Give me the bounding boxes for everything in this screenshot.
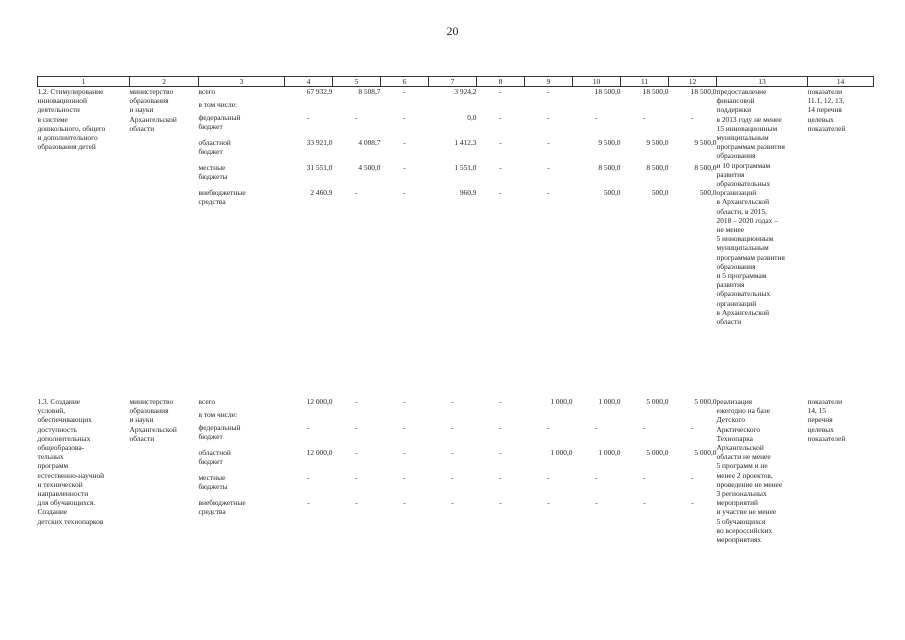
value-cell: -	[307, 473, 310, 482]
header-cell: 12	[669, 77, 717, 87]
value-cell: -	[547, 498, 550, 507]
header-cell: 11	[621, 77, 669, 87]
header-cell: 9	[525, 77, 573, 87]
expected-result: предоставление финансовой поддержки в 2013 году не менее 15 инновационным муниципальным программам развития образования и 10 программам развития образовательных организаций в Архангельской области, в 2015, 2018 – 2020 годах – не менее 5 инновационным муниципальным программам развития образования и 5 программам развития образовательных организаций в Архангельской области	[716, 87, 785, 327]
indicators: показатели 14, 15 перечня целевых показателей	[807, 397, 846, 443]
header-cell: 7	[429, 77, 477, 87]
value-cell: -	[691, 113, 694, 122]
value-cell: -	[499, 138, 502, 147]
funding-source: местные бюджеты	[198, 473, 228, 492]
value-cell: 1 000,0	[598, 448, 621, 457]
value-cell: 3 924,2	[454, 87, 477, 96]
header-cell: 13	[717, 77, 808, 87]
value-cell: -	[691, 423, 694, 432]
value-cell: -	[403, 397, 406, 406]
value-cell: -	[355, 188, 358, 197]
value-cell: 18 500,0	[642, 87, 669, 96]
funding-source: местные бюджеты	[198, 163, 228, 182]
value-cell: 33 921,0	[306, 138, 333, 147]
value-cell: -	[547, 163, 550, 172]
value-cell: -	[403, 138, 406, 147]
value-cell: -	[547, 87, 550, 96]
funding-source: федеральный бюджет	[198, 423, 241, 442]
value-cell: 67 932,9	[306, 87, 333, 96]
value-cell: -	[355, 397, 358, 406]
measure-name: 1.3. Создание условий, обеспечивающих доступность дополнительных общеобразова- тельных программ естественно-научной и технической направленности для обучающихся. Создание детских технопарков	[37, 397, 105, 526]
value-cell: -	[403, 87, 406, 96]
value-cell: 500,0	[603, 188, 621, 197]
header-cell: 4	[285, 77, 333, 87]
value-cell: -	[691, 473, 694, 482]
value-cell: -	[355, 423, 358, 432]
measure-name: 1.2. Стимулирование инновационной деятельности в системе дошкольного, общего и дополнительного образования детей	[37, 87, 106, 152]
indicators: показатели 11.1, 12, 13, 14 перечня целевых показателей	[807, 87, 846, 133]
value-cell: -	[643, 113, 646, 122]
funding-source: в том числе:	[198, 100, 238, 109]
value-cell: -	[403, 473, 406, 482]
value-cell: -	[403, 498, 406, 507]
funding-source: федеральный бюджет	[198, 113, 241, 132]
value-cell: 9 500,0	[646, 138, 669, 147]
value-cell: -	[451, 473, 454, 482]
value-cell: 1 000,0	[598, 397, 621, 406]
executor: министерство образования и науки Архангельской области	[129, 397, 177, 443]
header-cell: 8	[477, 77, 525, 87]
value-cell: -	[691, 498, 694, 507]
value-cell: 1 551,0	[454, 163, 477, 172]
value-cell: 5 000,0	[646, 448, 669, 457]
value-cell: -	[547, 423, 550, 432]
value-cell: -	[307, 423, 310, 432]
funding-source: всего	[198, 87, 216, 96]
value-cell: -	[403, 188, 406, 197]
table-row	[38, 87, 874, 101]
funding-source: в том числе:	[198, 410, 238, 419]
column-number-header	[38, 77, 874, 87]
value-cell: -	[355, 498, 358, 507]
value-cell: -	[403, 113, 406, 122]
value-cell: 12 000,0	[306, 448, 333, 457]
value-cell: -	[451, 498, 454, 507]
header-cell: 2	[130, 77, 199, 87]
expected-result: реализация ежегодно на базе Детского Арктического Технопарка Архангельской области не менее 5 программ и не менее 2 проектов, проведение не менее 3 региональных мероприятий и участие не менее 5 обучающихся во всероссийских мероприятиях	[716, 397, 783, 545]
value-cell: 18 500,0	[690, 87, 717, 96]
value-cell: -	[595, 423, 598, 432]
empty-values	[285, 100, 717, 113]
value-cell: 8 508,7	[358, 87, 381, 96]
value-cell: -	[547, 188, 550, 197]
funding-source: областной бюджет	[198, 448, 231, 467]
value-cell: 0,0	[467, 113, 477, 122]
value-cell: -	[451, 397, 454, 406]
value-cell: 5 000,0	[646, 397, 669, 406]
value-cell: -	[307, 498, 310, 507]
row-spacer	[38, 383, 874, 397]
value-cell: -	[499, 397, 502, 406]
empty-values	[285, 410, 717, 423]
value-cell: -	[499, 423, 502, 432]
funding-source: внебюджетные средства	[198, 498, 246, 517]
value-cell: 31 551,0	[306, 163, 333, 172]
value-cell: -	[403, 448, 406, 457]
value-cell: -	[403, 163, 406, 172]
value-cell: -	[547, 113, 550, 122]
value-cell: -	[499, 163, 502, 172]
table-row	[38, 397, 874, 410]
value-cell: -	[595, 113, 598, 122]
value-cell: 1 412,3	[454, 138, 477, 147]
measures-table	[37, 76, 874, 558]
page-number: 20	[446, 24, 459, 38]
value-cell: 9 500,0	[598, 138, 621, 147]
value-cell: -	[355, 473, 358, 482]
value-cell: 9 500,0	[694, 138, 717, 147]
value-cell: -	[499, 113, 502, 122]
funding-source: внебюджетные средства	[198, 188, 246, 207]
value-cell: -	[547, 138, 550, 147]
value-cell: 5 000,0	[694, 448, 717, 457]
value-cell: -	[643, 473, 646, 482]
value-cell: 4 008,7	[358, 138, 381, 147]
value-cell: -	[355, 113, 358, 122]
value-cell: 8 500,0	[646, 163, 669, 172]
value-cell: 500,0	[699, 188, 717, 197]
value-cell: -	[547, 473, 550, 482]
value-cell: -	[499, 448, 502, 457]
value-cell: 960,9	[459, 188, 477, 197]
value-cell: 8 500,0	[598, 163, 621, 172]
value-cell: -	[403, 423, 406, 432]
executor: министерство образования и науки Архангельской области	[129, 87, 177, 133]
value-cell: 4 500,0	[358, 163, 381, 172]
value-cell: 1 000,0	[550, 448, 573, 457]
value-cell: -	[499, 498, 502, 507]
value-cell: -	[595, 498, 598, 507]
value-cell: 500,0	[651, 188, 669, 197]
value-cell: 1 000,0	[550, 397, 573, 406]
value-cell: -	[643, 423, 646, 432]
value-cell: 12 000,0	[306, 397, 333, 406]
value-cell: 8 500,0	[694, 163, 717, 172]
value-cell: -	[451, 448, 454, 457]
value-cell: -	[499, 473, 502, 482]
header-cell: 10	[573, 77, 621, 87]
header-cell: 3	[199, 77, 285, 87]
funding-source: всего	[198, 397, 216, 406]
value-cell: 5 000,0	[694, 397, 717, 406]
header-cell: 6	[381, 77, 429, 87]
value-cell: -	[499, 87, 502, 96]
value-cell: -	[355, 448, 358, 457]
header-cell: 14	[808, 77, 874, 87]
value-cell: -	[499, 188, 502, 197]
value-cell: 18 500,0	[594, 87, 621, 96]
header-cell: 1	[38, 77, 130, 87]
value-cell: -	[307, 113, 310, 122]
value-cell: -	[643, 498, 646, 507]
funding-source: областной бюджет	[198, 138, 231, 157]
value-cell: 2 460,9	[310, 188, 333, 197]
header-cell: 5	[333, 77, 381, 87]
value-cell: -	[451, 423, 454, 432]
value-cell: -	[595, 473, 598, 482]
